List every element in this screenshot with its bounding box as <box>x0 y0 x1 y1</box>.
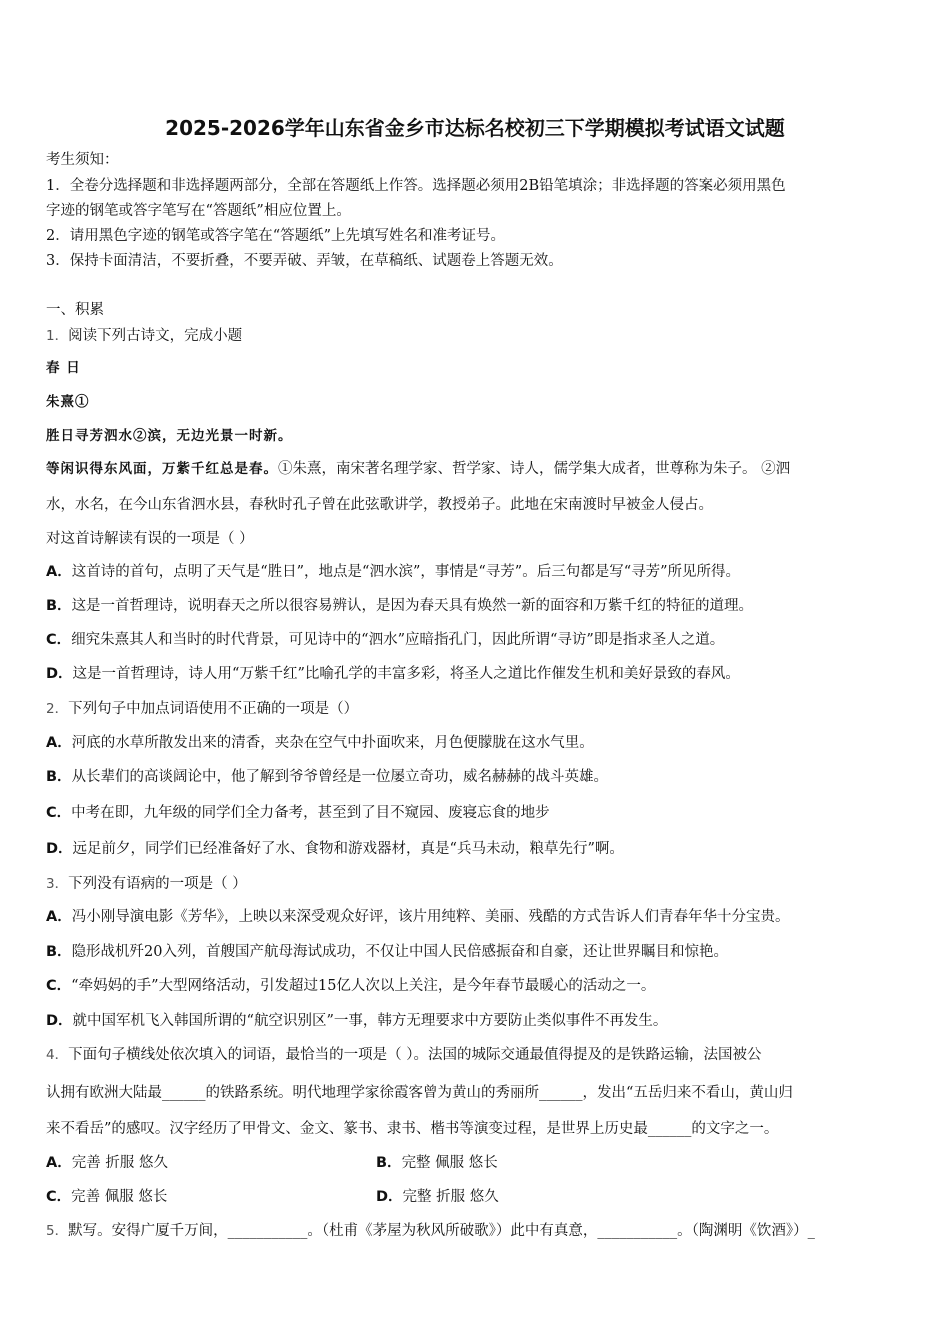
question-3-stem <box>46 874 247 894</box>
question-number: 3． <box>46 876 69 892</box>
option-text: 完整 折服 悠久 <box>402 1189 499 1205</box>
option-text: 从长辈们的高谈阔论中，他了解到爷爷曾经是一位屡立奇功，威名赫赫的战斗英雄。 <box>71 769 609 785</box>
option-row <box>376 1187 499 1207</box>
question-2-stem <box>46 699 358 719</box>
option-label: D． <box>376 1189 403 1205</box>
question-text: 下列句子中加点词语使用不正确的一项是（） <box>68 701 359 717</box>
poem-author: 朱熹① <box>46 394 90 410</box>
option-row <box>376 1153 498 1173</box>
question-number: 2． <box>46 701 69 717</box>
question-5-stem <box>46 1221 815 1241</box>
poem-note: 水，水名，在今山东省泗水县，春秋时孔子曾在此弦歌讲学，教授弟子。此地在宋南渡时早被金人侵占。 <box>46 497 713 513</box>
option-label: D． <box>46 666 73 682</box>
question-text: 认拥有欧洲大陆最______的铁路系统。明代地理学家徐霞客曾为黄山的秀丽所______，发出“五岳归来不看山，黄山归 <box>46 1085 793 1101</box>
notice-item: 3．保持卡面清洁，不要折叠，不要弄破、弄皱，在草稿纸、试题卷上答题无效。 <box>46 253 563 269</box>
option-label: B． <box>46 769 72 785</box>
notice-item: 2．请用黑色字迹的钢笔或答字笔在“答题纸”上先填写姓名和准考证号。 <box>46 228 506 244</box>
question-text: 来不看岳”的感叹。汉字经历了甲骨文、金文、篆书、隶书、楷书等演变过程，是世界上历史最______的文字之一。 <box>46 1121 779 1137</box>
notice-item: 1．全卷分选择题和非选择题两部分，全部在答题纸上作答。选择题必须用2B铅笔填涂；非选择题的答案必须用黑色 <box>46 178 786 194</box>
question-1-prompt: 对这首诗解读有误的一项是（ ） <box>46 531 254 547</box>
section-heading: 一、积累 <box>46 302 104 318</box>
option-row <box>46 839 624 859</box>
option-text: 这是一首哲理诗，诗人用“万紫千红”比喻孔学的丰富多彩，将圣人之道比作催发生机和美好景致的春风。 <box>72 666 740 682</box>
option-text: 中考在即，九年级的同学们全力备考，甚至到了目不窥园、废寝忘食的地步 <box>71 805 550 821</box>
question-number: 1． <box>46 328 69 344</box>
option-text: 完整 佩服 悠长 <box>401 1155 498 1171</box>
option-label: B． <box>46 598 72 614</box>
question-text: 默写。安得广厦千万间，___________。（杜甫《茅屋为秋风所破歌》）此中有真意，___________。（陶渊明《饮酒》）_ <box>68 1223 815 1239</box>
option-label: A． <box>46 1155 72 1171</box>
option-row <box>46 664 740 684</box>
option-row <box>46 1153 168 1173</box>
question-number: 5． <box>46 1223 69 1239</box>
page-title: 2025-2026学年山东省金乡市达标名校初三下学期模拟考试语文试题 <box>165 116 785 140</box>
option-label: C． <box>46 805 72 821</box>
poem-note: ①朱熹，南宋著名理学家、哲学家、诗人，儒学集大成者，世尊称为朱子。 ②泗 <box>278 461 791 477</box>
option-text: 完善 佩服 悠长 <box>71 1189 168 1205</box>
option-row <box>46 803 550 823</box>
option-label: D． <box>46 841 73 857</box>
option-row <box>46 907 789 927</box>
option-text: 这首诗的首句，点明了天气是“胜日”，地点是“泗水滨”，事情是“寻芳”。后三句都是写“寻芳”所见所得。 <box>71 564 741 580</box>
poem-line-with-notes <box>46 459 790 479</box>
option-text: 河底的水草所散发出来的清香，夹杂在空气中扑面吹来，月色便朦胧在这水气里。 <box>71 735 594 751</box>
question-4-stem <box>46 1045 761 1065</box>
option-label: C． <box>46 632 72 648</box>
option-text: 隐形战机歼20入列，首艘国产航母海试成功，不仅让中国人民倍感振奋和自豪，还让世界瞩目和惊艳。 <box>71 944 729 960</box>
option-text: 就中国军机飞入韩国所谓的“航空识别区”一事，韩方无理要求中方要防止类似事件不再发生。 <box>72 1013 668 1029</box>
poem-title: 春 日 <box>46 360 81 376</box>
option-label: A． <box>46 909 72 925</box>
option-text: 这是一首哲理诗，说明春天之所以很容易辨认，是因为春天具有焕然一新的面容和万紫千红的特征的道理。 <box>71 598 754 614</box>
question-1-stem <box>46 326 242 346</box>
option-label: B． <box>46 944 72 960</box>
question-number: 4． <box>46 1047 69 1063</box>
option-row <box>46 630 724 650</box>
option-row <box>46 976 655 996</box>
notice-heading: 考生须知： <box>46 152 119 168</box>
option-row <box>46 1011 667 1031</box>
option-text: 完善 折服 悠久 <box>71 1155 168 1171</box>
option-text: 远足前夕，同学们已经准备好了水、食物和游戏器材，真是“兵马未动，粮草先行”啊。 <box>72 841 624 857</box>
option-label: A． <box>46 564 72 580</box>
question-text: 阅读下列古诗文，完成小题 <box>68 328 243 344</box>
option-text: 冯小刚导演电影《芳华》，上映以来深受观众好评，该片用纯粹、美丽、残酷的方式告诉人们青春年华十分宝贵。 <box>71 909 790 925</box>
question-text: 下面句子横线处依次填入的词语，最恰当的一项是（ ）。法国的城际交通最值得提及的是铁路运输，法国被公 <box>68 1047 762 1063</box>
poem-line: 胜日寻芳泗水②滨，无边光景一时新。 <box>46 428 293 444</box>
option-row <box>46 1187 167 1207</box>
option-text: 细究朱熹其人和当时的时代背景，可见诗中的“泗水”应暗指孔门，因此所谓“寻访”即是指求圣人之道。 <box>71 632 725 648</box>
poem-line: 等闲识得东风面，万紫千红总是春。 <box>46 461 278 477</box>
option-row <box>46 767 608 787</box>
option-label: D． <box>46 1013 73 1029</box>
option-row <box>46 562 740 582</box>
option-row <box>46 733 594 753</box>
option-row <box>46 596 753 616</box>
option-label: A． <box>46 735 72 751</box>
question-text: 下列没有语病的一项是（ ） <box>68 876 247 892</box>
option-row <box>46 942 728 962</box>
option-label: C． <box>46 978 72 994</box>
option-text: “牵妈妈的手”大型网络活动，引发超过15亿人次以上关注，是今年春节最暖心的活动之一。 <box>71 978 656 994</box>
option-label: C． <box>46 1189 72 1205</box>
notice-item: 字迹的钢笔或答字笔写在“答题纸”相应位置上。 <box>46 203 351 219</box>
option-label: B． <box>376 1155 402 1171</box>
